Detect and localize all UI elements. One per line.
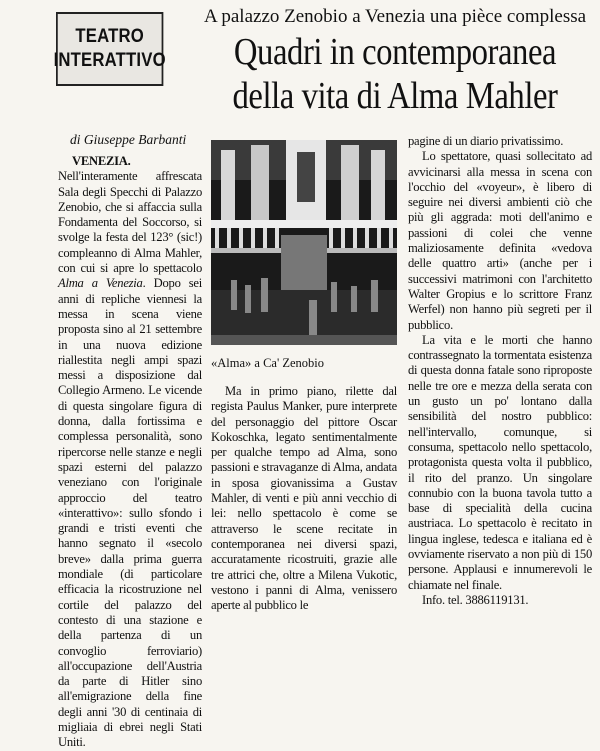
photo-caption: «Alma» a Ca' Zenobio bbox=[211, 356, 324, 370]
section-label-line-1: TEATRO bbox=[75, 26, 144, 47]
article-column-1 bbox=[58, 154, 202, 750]
paragraph: La vita e le morti che hanno contrassegnato la tormentata esistenza di questa donna fatale sono riproposte nelle tre ore e mezza della serata con un gusto un po' lontano dalla sensibilità del nostro pubblico: nell'intervallo, comunque, si consuma, spettacolo nello spettacolo, protagonista questa volta il pubblico, il rito del pranzo. Un singolare connubio con la buona tavola tutto a base di specialità della cucina austriaca. Lo spettacolo è recitato in lingua inglese, tedesca e italiana ed è ovviamente riservato a non più di 150 persone. Applausi e innumerevoli le chiamate nel finale. bbox=[408, 332, 592, 592]
kicker: A palazzo Zenobio a Venezia una pièce complessa bbox=[203, 6, 587, 27]
palazzo-photo-image bbox=[211, 140, 397, 345]
section-label-box bbox=[53, 12, 166, 86]
info-line: Info. tel. 3886119131. bbox=[422, 592, 529, 607]
stage-photo bbox=[211, 140, 397, 345]
headline-line-2: della vita di Alma Mahler bbox=[232, 75, 558, 117]
paragraph: pagine di un diario privatissimo. bbox=[408, 134, 564, 148]
article-column-2 bbox=[211, 384, 397, 634]
paragraph: Lo spettatore, quasi sollecitato ad avvicinarsi alla messa in scena con l'occhio del «voyeur», è libero di seguire nei diversi ambienti ciò che più gli aggrada: moti dell'animo e passioni di colei che venne maliziosamente definita «vedova delle quattro arti» (anche per i successivi matrimoni con l'architetto Walter Gropius e lo scrittore Franz Werfel) non hanno più segreti per il pubblico. bbox=[408, 149, 592, 332]
article-column-3 bbox=[408, 134, 592, 634]
section-label-line-2: INTERATTIVO bbox=[53, 50, 166, 71]
dateline: VENEZIA. bbox=[72, 154, 131, 168]
paragraph-text: Nell'interamente affrescata Sala degli Specchi di Palazzo Zenobio, che si affaccia sulla Fondamenta del Soccorso, si svolge la festa del 123° (sic!) compleanno di Alma Mahler, con cui si apre lo spettacolo bbox=[58, 169, 202, 276]
headline-line-1: Quadri in contemporanea bbox=[233, 31, 557, 73]
paragraph-text: . Dopo sei anni di repliche viennesi la messa in scena viene proposta sino al 21 settembre in una nuova edizione riallestita negli ampi spazi messi a disposizione dal Collegio Armeno. Le vicende di questa singolare figura di donna, dalla fortissima e complessa personalità, sono ripercorse nelle stanze e negli spazi esterni del palazzo veneziano con l'originale approccio del teatro «interattivo»: sullo sfondo i grandi e tristi eventi che hanno segnato il «secolo breve» dalla prima guerra mondiale (di particolare efficacia la ricostruzione nel cortile del palazzo del contesto di una stazione e della partenza di un convoglio ferroviario) all'occupazione dell'Austria da parte di Hitler sino all'emigrazione della fine degli anni '30 di centinaia di migliaia di ebrei negli Stati Uniti. bbox=[58, 276, 202, 750]
paragraph bbox=[58, 154, 202, 751]
show-title: Alma a Venezia bbox=[58, 276, 143, 291]
paragraph: Ma in primo piano, rilette dal regista Paulus Manker, pure interprete del personaggio del pittore Oscar Kokoschka, legato sentimentalmente per qualche tempo ad Alma, sono passioni e stravaganze di Alma, andata in sposa giovanissima a Gustav Mahler, di venti e più anni vecchio di lei: nello spettacolo è come se attraverso le scene recitate in contemporanea nei diversi spazi, accuratamente ricostruiti, grazie alle tre attrici che, oltre a Milena Vukotic, vestono i panni di Alma, venissero aperte al pubblico le bbox=[211, 384, 397, 613]
byline: di Giuseppe Barbanti bbox=[70, 132, 187, 147]
headline bbox=[223, 30, 567, 118]
